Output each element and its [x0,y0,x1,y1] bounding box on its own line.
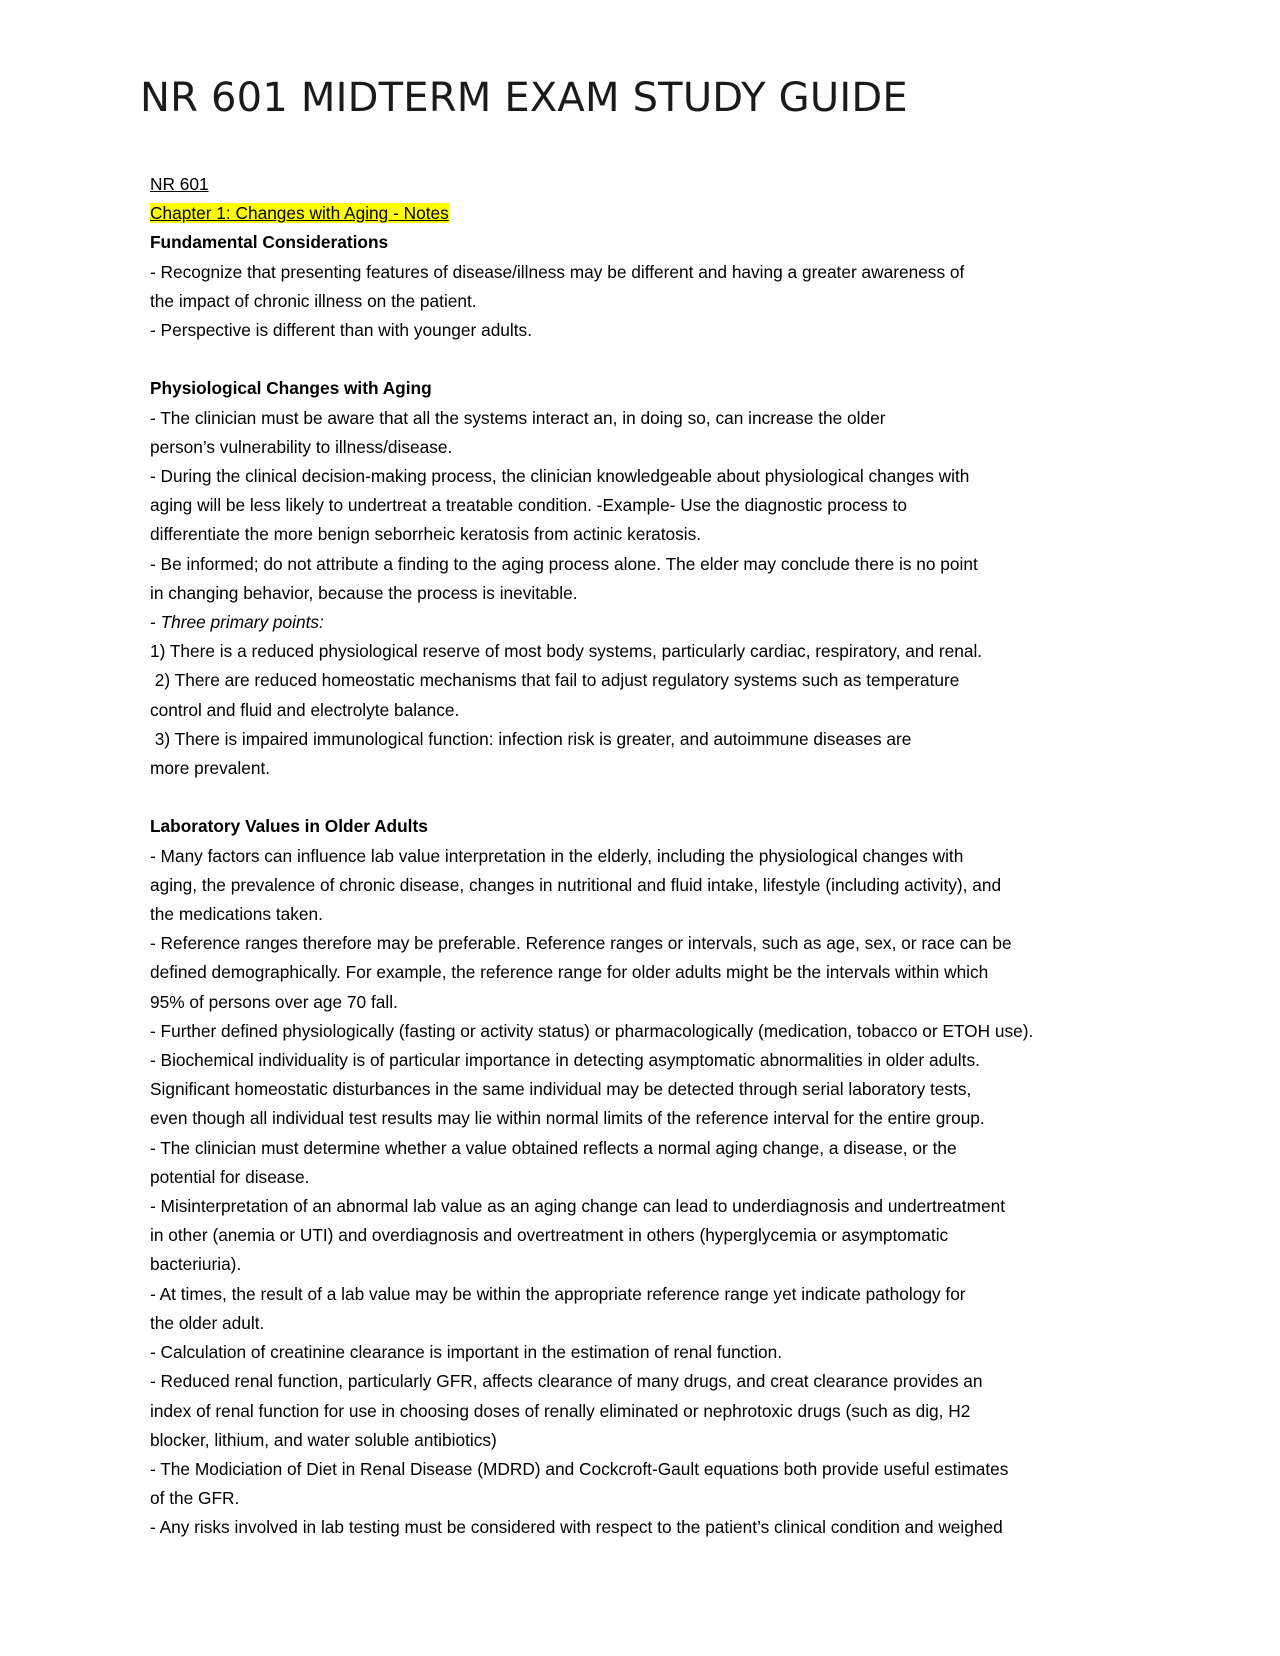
paragraph-line: of the GFR. [150,1488,240,1509]
paragraph-line: - Recognize that presenting features of disease/illness may be different and having a greater awareness of [150,261,965,282]
paragraph-line: - At times, the result of a lab value may be within the appropriate reference range yet indicate pathology for [150,1283,966,1304]
paragraph-line: - The clinician must determine whether a value obtained reflects a normal aging change, a disease, or the [150,1137,957,1158]
blank-line [150,345,1150,374]
paragraph-line: potential for disease. [150,1166,310,1187]
primary-point: control and fluid and electrolyte balance. [150,699,460,720]
paragraph-line: the impact of chronic illness on the patient. [150,290,477,311]
paragraph-line: the medications taken. [150,904,323,925]
section-laboratory-body [150,842,1150,1543]
paragraph-line: - Biochemical individuality is of particular importance in detecting asymptomatic abnormalities in older adults. [150,1050,980,1071]
paragraph-line: - Reference ranges therefore may be preferable. Reference ranges or intervals, such as age, sex, or race can be [150,933,1012,954]
course-label: NR 601 [150,174,209,194]
paragraph-line: - Further defined physiologically (fasting or activity status) or pharmacologically (medication, tobacco or ETOH use). [150,1020,1034,1041]
paragraph-line: 95% of persons over age 70 fall. [150,991,398,1012]
paragraph-line: - Perspective is different than with younger adults. [150,320,532,341]
paragraph-line: - Be informed; do not attribute a finding to the aging process alone. The elder may conclude there is no point [150,553,978,574]
primary-point: more prevalent. [150,758,271,779]
section-physiological-body [150,404,1150,784]
paragraph-line: in changing behavior, because the process is inevitable. [150,582,578,603]
section-heading-physiological: Physiological Changes with Aging [150,378,432,399]
paragraph-line: aging will be less likely to undertreat a treatable condition. -Example- Use the diagnostic process to [150,495,907,516]
section-fundamental-body [150,258,1150,346]
paragraph-line: in other (anemia or UTI) and overdiagnosis and overtreatment in others (hyperglycemia or asymptomatic [150,1225,949,1246]
paragraph-line: defined demographically. For example, the reference range for older adults might be the intervals within which [150,962,989,983]
paragraph-line: - Reduced renal function, particularly GFR, affects clearance of many drugs, and creat clearance provides an [150,1371,983,1392]
paragraph-line: differentiate the more benign seborrheic keratosis from actinic keratosis. [150,524,702,545]
blank-line [150,783,1150,812]
page-title: NR 601 MIDTERM EXAM STUDY GUIDE [140,75,908,121]
paragraph-line: - The clinician must be aware that all the systems interact an, in doing so, can increase the older [150,407,886,428]
paragraph-line: - Any risks involved in lab testing must be considered with respect to the patient’s clinical condition and weighed [150,1517,1003,1538]
paragraph-line: - The Modiciation of Diet in Renal Disease (MDRD) and Cockcroft-Gault equations both provide useful estimates [150,1458,1009,1479]
section-heading-fundamental: Fundamental Considerations [150,232,389,253]
paragraph-line: bacteriuria). [150,1254,242,1275]
paragraph-line: even though all individual test results may lie within normal limits of the reference interval for the entire group. [150,1108,985,1129]
primary-point: 1) There is a reduced physiological reserve of most body systems, particularly cardiac, respiratory, and renal. [150,641,983,662]
paragraph-line: person’s vulnerability to illness/disease. [150,436,453,457]
section-heading-laboratory: Laboratory Values in Older Adults [150,816,428,837]
points-label: Three primary points: [160,612,324,633]
primary-point: 2) There are reduced homeostatic mechanisms that fail to adjust regulatory systems such as temperature [150,670,960,691]
document-body [150,170,1150,1543]
paragraph-line: - Many factors can influence lab value interpretation in the elderly, including the physiological changes with [150,845,964,866]
points-prefix: - [150,612,161,633]
primary-point: 3) There is impaired immunological function: infection risk is greater, and autoimmune diseases are [150,728,912,749]
paragraph-line: Significant homeostatic disturbances in the same individual may be detected through serial laboratory tests, [150,1079,972,1100]
paragraph-line: - Calculation of creatinine clearance is important in the estimation of renal function. [150,1342,783,1363]
paragraph-line: - Misinterpretation of an abnormal lab value as an aging change can lead to underdiagnosis and undertreatment [150,1196,1006,1217]
paragraph-line: index of renal function for use in choosing doses of renally eliminated or nephrotoxic drugs (such as dig, H2 [150,1400,971,1421]
paragraph-line: the older adult. [150,1312,265,1333]
paragraph-line: blocker, lithium, and water soluble antibiotics) [150,1429,497,1450]
paragraph-line: aging, the prevalence of chronic disease, changes in nutritional and fluid intake, lifestyle (including activity), and [150,874,1002,895]
primary-points-label [150,608,1150,637]
paragraph-line: - During the clinical decision-making process, the clinician knowledgeable about physiological changes with [150,466,970,487]
chapter-heading: Chapter 1: Changes with Aging - Notes [150,203,449,224]
